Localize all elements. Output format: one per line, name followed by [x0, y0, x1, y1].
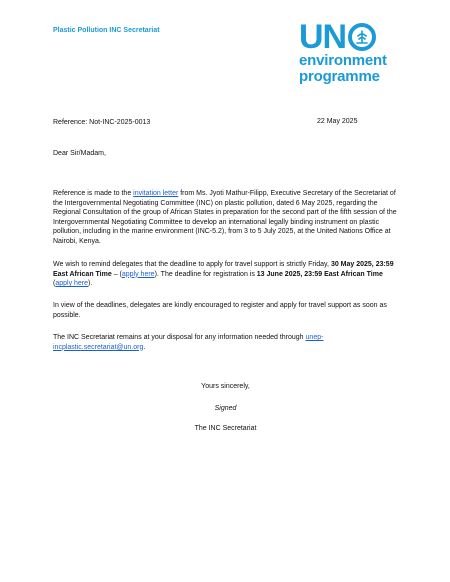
paragraph-encouragement: In view of the deadlines, delegates are kindly encouraged to register and apply for travel support as soon as possible. [53, 302, 387, 319]
logo-line-environment: environment [299, 52, 387, 69]
p2-text-2: – ( [111, 270, 122, 278]
unep-logo [299, 18, 399, 85]
salutation: Dear Sir/Madam, [53, 150, 106, 157]
paragraph-invitation [53, 189, 398, 247]
logo-un-row [299, 18, 399, 56]
p2-text-3: ). The deadline for registration is [154, 270, 257, 278]
paragraph-contact [53, 333, 398, 352]
letter-date: 22 May 2025 [317, 118, 358, 125]
travel-deadline: 30 May 2025, 23:59 East African Time [53, 261, 394, 278]
secretariat-email-link[interactable]: unep-incplastic.secretariat@un.org [53, 334, 324, 351]
logo-un-text: UN [299, 18, 347, 56]
apply-travel-support-link[interactable]: apply here [121, 270, 155, 278]
p1-text-after: from Ms. Jyoti Mathur-Filipp, Executive Secretary of the Secretariat of the Intergovernmental Negotiating Committee (INC) on plastic pollution, dated 6 May 2025, regarding the Regional Consultation of the group of African States in preparation for the second part of the fifth session of the Intergovernmental Negotiating Committee to develop an international legally binding instrument on plastic pollution, including in the marine environment (INC-5.2), from 3 to 5 July 2025, at the United Nations Office at Nairobi, Kenya. [53, 190, 397, 245]
signed-note: Signed [214, 405, 237, 412]
apply-registration-link[interactable]: apply here [55, 280, 89, 288]
p4-text-before: The INC Secretariat remains at your disposal for any information needed through [53, 334, 306, 341]
registration-deadline: 13 June 2025, 23:59 East African Time [256, 270, 383, 278]
logo-line-programme: programme [299, 68, 380, 85]
closing: Yours sincerely, [201, 383, 250, 390]
invitation-letter-link[interactable]: invitation letter [133, 190, 179, 197]
p2-text-1: We wish to remind delegates that the deadline to apply for travel support is strictly Friday, [53, 261, 331, 268]
signature: The INC Secretariat [194, 425, 257, 432]
p4-text-after: . [143, 343, 146, 351]
reference-number: Reference: Not-INC-2025-0013 [53, 119, 151, 126]
un-emblem-icon [348, 23, 376, 51]
paragraph-deadlines [53, 260, 398, 289]
secretariat-label: Plastic Pollution INC Secretariat [53, 27, 160, 34]
p1-text-before: Reference is made to the [53, 190, 134, 197]
p2-text-5: ). [88, 280, 93, 288]
p2-text-4: ( [53, 280, 56, 288]
